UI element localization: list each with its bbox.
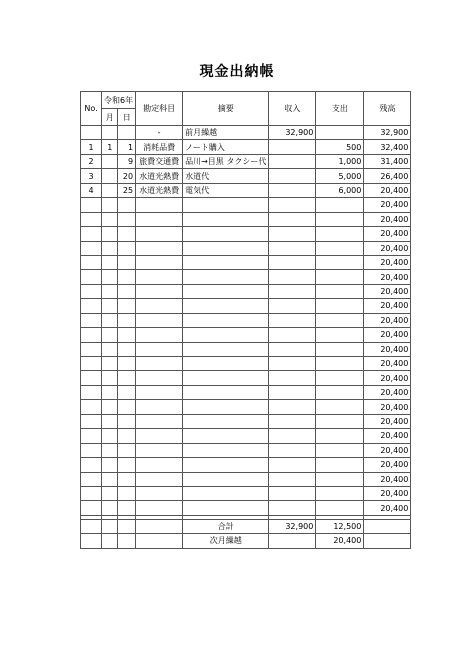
cell-no bbox=[81, 458, 102, 472]
totals-label: 合計 bbox=[183, 519, 269, 533]
cell-expense bbox=[316, 458, 364, 472]
cell-expense bbox=[316, 385, 364, 399]
table-row bbox=[81, 183, 411, 197]
cell-summary: 品川→目黒 タクシー代 bbox=[183, 154, 269, 168]
cell-month bbox=[102, 270, 118, 284]
cell-expense bbox=[316, 227, 364, 241]
cell-expense bbox=[316, 371, 364, 385]
table-row bbox=[81, 140, 411, 154]
cell-day bbox=[118, 284, 136, 298]
cell-day: 20 bbox=[118, 169, 136, 183]
cell-no bbox=[81, 255, 102, 269]
cell-expense bbox=[316, 342, 364, 356]
table-row bbox=[81, 328, 411, 342]
cell-balance: 20,400 bbox=[364, 212, 411, 226]
cell-day bbox=[118, 501, 136, 515]
cell-month bbox=[102, 227, 118, 241]
cell-expense bbox=[316, 443, 364, 457]
cell-day bbox=[118, 227, 136, 241]
header-balance: 残高 bbox=[364, 92, 411, 126]
table-row bbox=[81, 371, 411, 385]
cell-income bbox=[269, 414, 316, 428]
cell-account: 水道光熱費 bbox=[136, 183, 183, 197]
cell-summary bbox=[183, 486, 269, 500]
cell-expense bbox=[316, 241, 364, 255]
cell-balance: 20,400 bbox=[364, 385, 411, 399]
cell-day bbox=[118, 241, 136, 255]
cell-no: 4 bbox=[81, 183, 102, 197]
cell-summary bbox=[183, 227, 269, 241]
cell-income bbox=[269, 328, 316, 342]
cell-account bbox=[136, 371, 183, 385]
cell-day bbox=[118, 371, 136, 385]
cell-day: 9 bbox=[118, 154, 136, 168]
cell-summary bbox=[183, 414, 269, 428]
cell-account: 旅費交通費 bbox=[136, 154, 183, 168]
empty-cell bbox=[118, 519, 136, 533]
cell-expense: 6,000 bbox=[316, 183, 364, 197]
header-expense: 支出 bbox=[316, 92, 364, 126]
table-row bbox=[81, 342, 411, 356]
cell-balance: 20,400 bbox=[364, 198, 411, 212]
cell-balance: 31,400 bbox=[364, 154, 411, 168]
cell-summary bbox=[183, 357, 269, 371]
cell-no bbox=[81, 443, 102, 457]
cell-day: 1 bbox=[118, 140, 136, 154]
cell-income bbox=[269, 400, 316, 414]
cell-no bbox=[81, 241, 102, 255]
cell-income bbox=[269, 299, 316, 313]
carry-forward-label: 次月繰越 bbox=[183, 534, 269, 548]
cell-account bbox=[136, 255, 183, 269]
cell-month bbox=[102, 501, 118, 515]
cell-summary bbox=[183, 342, 269, 356]
header-account: 勘定科目 bbox=[136, 92, 183, 126]
cell-balance: 20,400 bbox=[364, 299, 411, 313]
cell-no bbox=[81, 357, 102, 371]
cell-day bbox=[118, 126, 136, 140]
cell-account bbox=[136, 472, 183, 486]
empty-cell bbox=[136, 534, 183, 548]
table-row bbox=[81, 385, 411, 399]
cell-income: 32,900 bbox=[269, 126, 316, 140]
cell-account bbox=[136, 284, 183, 298]
cell-summary bbox=[183, 371, 269, 385]
cell-expense: 5,000 bbox=[316, 169, 364, 183]
cell-balance: 20,400 bbox=[364, 443, 411, 457]
cell-income bbox=[269, 371, 316, 385]
cell-expense bbox=[316, 486, 364, 500]
cell-month bbox=[102, 241, 118, 255]
table-row bbox=[81, 212, 411, 226]
cell-income bbox=[269, 486, 316, 500]
cell-summary: 前月繰越 bbox=[183, 126, 269, 140]
cell-summary bbox=[183, 501, 269, 515]
table-row bbox=[81, 126, 411, 140]
table-row bbox=[81, 357, 411, 371]
table-row bbox=[81, 313, 411, 327]
cell-income bbox=[269, 501, 316, 515]
cell-balance: 20,400 bbox=[364, 501, 411, 515]
cell-no bbox=[81, 400, 102, 414]
empty-cell bbox=[364, 534, 411, 548]
cell-day bbox=[118, 429, 136, 443]
cell-day: 25 bbox=[118, 183, 136, 197]
cell-balance: 20,400 bbox=[364, 284, 411, 298]
cell-balance: 20,400 bbox=[364, 486, 411, 500]
cell-expense bbox=[316, 501, 364, 515]
page-title: 現金出納帳 bbox=[199, 64, 275, 80]
cell-expense bbox=[316, 284, 364, 298]
cell-summary bbox=[183, 328, 269, 342]
cell-account bbox=[136, 299, 183, 313]
cell-expense bbox=[316, 472, 364, 486]
cell-month bbox=[102, 212, 118, 226]
cell-month bbox=[102, 198, 118, 212]
cell-expense bbox=[316, 357, 364, 371]
cell-account bbox=[136, 400, 183, 414]
table-row bbox=[81, 486, 411, 500]
cell-no bbox=[81, 198, 102, 212]
cell-summary bbox=[183, 313, 269, 327]
cell-no bbox=[81, 429, 102, 443]
table-row bbox=[81, 227, 411, 241]
cell-day bbox=[118, 198, 136, 212]
cell-no bbox=[81, 227, 102, 241]
cell-balance: 20,400 bbox=[364, 328, 411, 342]
cell-account bbox=[136, 313, 183, 327]
empty-cell bbox=[81, 519, 102, 533]
cell-summary bbox=[183, 443, 269, 457]
cell-day bbox=[118, 472, 136, 486]
cell-day bbox=[118, 414, 136, 428]
cell-day bbox=[118, 400, 136, 414]
cell-month bbox=[102, 400, 118, 414]
cell-no bbox=[81, 270, 102, 284]
cell-day bbox=[118, 328, 136, 342]
cell-no bbox=[81, 126, 102, 140]
cell-income bbox=[269, 198, 316, 212]
cell-income bbox=[269, 255, 316, 269]
cell-expense bbox=[316, 212, 364, 226]
table-row bbox=[81, 443, 411, 457]
cell-summary bbox=[183, 198, 269, 212]
cell-balance: 20,400 bbox=[364, 227, 411, 241]
cell-expense bbox=[316, 414, 364, 428]
cell-balance: 20,400 bbox=[364, 342, 411, 356]
cell-account: 消耗品費 bbox=[136, 140, 183, 154]
cell-account bbox=[136, 227, 183, 241]
cell-account bbox=[136, 385, 183, 399]
cell-day bbox=[118, 357, 136, 371]
cell-summary bbox=[183, 212, 269, 226]
cell-day bbox=[118, 270, 136, 284]
cell-balance: 20,400 bbox=[364, 371, 411, 385]
cell-summary bbox=[183, 255, 269, 269]
cell-no bbox=[81, 328, 102, 342]
cell-income bbox=[269, 212, 316, 226]
cell-account bbox=[136, 501, 183, 515]
cell-month bbox=[102, 313, 118, 327]
cell-summary bbox=[183, 284, 269, 298]
cell-no: 1 bbox=[81, 140, 102, 154]
cell-income bbox=[269, 284, 316, 298]
cell-expense bbox=[316, 270, 364, 284]
cell-summary bbox=[183, 472, 269, 486]
cell-balance: 20,400 bbox=[364, 357, 411, 371]
cell-account bbox=[136, 270, 183, 284]
cell-balance: 20,400 bbox=[364, 183, 411, 197]
cell-account bbox=[136, 241, 183, 255]
cell-income bbox=[269, 169, 316, 183]
cell-month bbox=[102, 472, 118, 486]
cell-balance: 20,400 bbox=[364, 414, 411, 428]
cell-no bbox=[81, 472, 102, 486]
cell-month bbox=[102, 371, 118, 385]
cell-expense: 500 bbox=[316, 140, 364, 154]
cell-month bbox=[102, 357, 118, 371]
cell-expense bbox=[316, 429, 364, 443]
cell-account bbox=[136, 198, 183, 212]
table-row bbox=[81, 472, 411, 486]
carry-forward-row bbox=[81, 534, 411, 548]
header-row bbox=[81, 92, 411, 109]
cell-balance: 20,400 bbox=[364, 255, 411, 269]
cell-expense bbox=[316, 299, 364, 313]
cell-income bbox=[269, 385, 316, 399]
cell-income bbox=[269, 443, 316, 457]
cell-balance: 20,400 bbox=[364, 313, 411, 327]
table-row bbox=[81, 169, 411, 183]
cell-account bbox=[136, 357, 183, 371]
empty-cell bbox=[364, 519, 411, 533]
cell-day bbox=[118, 342, 136, 356]
cell-account bbox=[136, 486, 183, 500]
cell-no: 2 bbox=[81, 154, 102, 168]
cell-day bbox=[118, 255, 136, 269]
cell-balance: 20,400 bbox=[364, 241, 411, 255]
cell-balance: 26,400 bbox=[364, 169, 411, 183]
header-era: 令和6年 bbox=[102, 92, 136, 109]
cell-income bbox=[269, 227, 316, 241]
cell-month bbox=[102, 443, 118, 457]
cell-balance: 20,400 bbox=[364, 400, 411, 414]
table-row bbox=[81, 198, 411, 212]
cell-summary bbox=[183, 299, 269, 313]
cell-income bbox=[269, 140, 316, 154]
cell-income bbox=[269, 429, 316, 443]
table-row bbox=[81, 270, 411, 284]
cell-account bbox=[136, 328, 183, 342]
cell-balance: 20,400 bbox=[364, 270, 411, 284]
header-day: 日 bbox=[118, 109, 136, 126]
header-summary: 摘要 bbox=[183, 92, 269, 126]
cell-month bbox=[102, 429, 118, 443]
cell-expense bbox=[316, 255, 364, 269]
cell-expense: 1,000 bbox=[316, 154, 364, 168]
cell-income bbox=[269, 183, 316, 197]
cell-month bbox=[102, 458, 118, 472]
cell-day bbox=[118, 385, 136, 399]
cell-summary bbox=[183, 400, 269, 414]
table-row bbox=[81, 414, 411, 428]
cell-balance: 32,400 bbox=[364, 140, 411, 154]
cell-day bbox=[118, 299, 136, 313]
cell-summary bbox=[183, 270, 269, 284]
cell-month bbox=[102, 255, 118, 269]
cell-account bbox=[136, 212, 183, 226]
cell-month bbox=[102, 126, 118, 140]
cell-income bbox=[269, 458, 316, 472]
cell-expense bbox=[316, 313, 364, 327]
cell-month bbox=[102, 342, 118, 356]
table-row bbox=[81, 284, 411, 298]
cell-day bbox=[118, 313, 136, 327]
cell-no bbox=[81, 342, 102, 356]
cell-month bbox=[102, 299, 118, 313]
totals-expense: 12,500 bbox=[316, 519, 364, 533]
cell-summary: 電気代 bbox=[183, 183, 269, 197]
cell-no bbox=[81, 212, 102, 226]
cell-no bbox=[81, 385, 102, 399]
carry-forward-expense: 20,400 bbox=[316, 534, 364, 548]
cell-summary bbox=[183, 458, 269, 472]
table-row bbox=[81, 400, 411, 414]
totals-income: 32,900 bbox=[269, 519, 316, 533]
table-row bbox=[81, 458, 411, 472]
cell-account bbox=[136, 429, 183, 443]
header-month: 月 bbox=[102, 109, 118, 126]
cell-month bbox=[102, 328, 118, 342]
header-no: No. bbox=[81, 92, 102, 126]
empty-cell bbox=[118, 534, 136, 548]
cell-no bbox=[81, 299, 102, 313]
cell-account bbox=[136, 342, 183, 356]
cash-ledger-table bbox=[80, 91, 411, 549]
cell-summary bbox=[183, 429, 269, 443]
cell-income bbox=[269, 270, 316, 284]
cell-balance: 20,400 bbox=[364, 458, 411, 472]
header-income: 収入 bbox=[269, 92, 316, 126]
cell-month bbox=[102, 486, 118, 500]
cell-account: 水道光熱費 bbox=[136, 169, 183, 183]
totals-row bbox=[81, 519, 411, 533]
cell-balance: 32,900 bbox=[364, 126, 411, 140]
empty-cell bbox=[102, 534, 118, 548]
cell-month bbox=[102, 414, 118, 428]
cell-no bbox=[81, 284, 102, 298]
cell-summary: 水道代 bbox=[183, 169, 269, 183]
cell-month bbox=[102, 284, 118, 298]
cell-income bbox=[269, 357, 316, 371]
cell-account bbox=[136, 458, 183, 472]
cell-no bbox=[81, 414, 102, 428]
cell-no: 3 bbox=[81, 169, 102, 183]
cell-no bbox=[81, 501, 102, 515]
table-row bbox=[81, 299, 411, 313]
cell-account: - bbox=[136, 126, 183, 140]
cell-month: 1 bbox=[102, 140, 118, 154]
cell-day bbox=[118, 212, 136, 226]
cell-income bbox=[269, 154, 316, 168]
cell-no bbox=[81, 486, 102, 500]
cell-income bbox=[269, 313, 316, 327]
table-row bbox=[81, 501, 411, 515]
cell-month bbox=[102, 169, 118, 183]
table-row bbox=[81, 154, 411, 168]
cell-expense bbox=[316, 400, 364, 414]
cell-no bbox=[81, 371, 102, 385]
cell-expense bbox=[316, 328, 364, 342]
empty-cell bbox=[81, 534, 102, 548]
cell-balance: 20,400 bbox=[364, 429, 411, 443]
cell-day bbox=[118, 443, 136, 457]
cell-month bbox=[102, 183, 118, 197]
table-row bbox=[81, 255, 411, 269]
cell-day bbox=[118, 458, 136, 472]
cell-summary bbox=[183, 385, 269, 399]
cell-month bbox=[102, 385, 118, 399]
cell-month bbox=[102, 154, 118, 168]
cell-income bbox=[269, 472, 316, 486]
cell-day bbox=[118, 486, 136, 500]
cell-expense bbox=[316, 198, 364, 212]
cell-account bbox=[136, 414, 183, 428]
cell-summary: ノート購入 bbox=[183, 140, 269, 154]
empty-cell bbox=[269, 534, 316, 548]
cell-expense bbox=[316, 126, 364, 140]
cell-income bbox=[269, 342, 316, 356]
cell-summary bbox=[183, 241, 269, 255]
cell-account bbox=[136, 443, 183, 457]
empty-cell bbox=[136, 519, 183, 533]
cell-balance: 20,400 bbox=[364, 472, 411, 486]
empty-cell bbox=[102, 519, 118, 533]
cell-no bbox=[81, 313, 102, 327]
table-row bbox=[81, 429, 411, 443]
cell-income bbox=[269, 241, 316, 255]
table-row bbox=[81, 241, 411, 255]
